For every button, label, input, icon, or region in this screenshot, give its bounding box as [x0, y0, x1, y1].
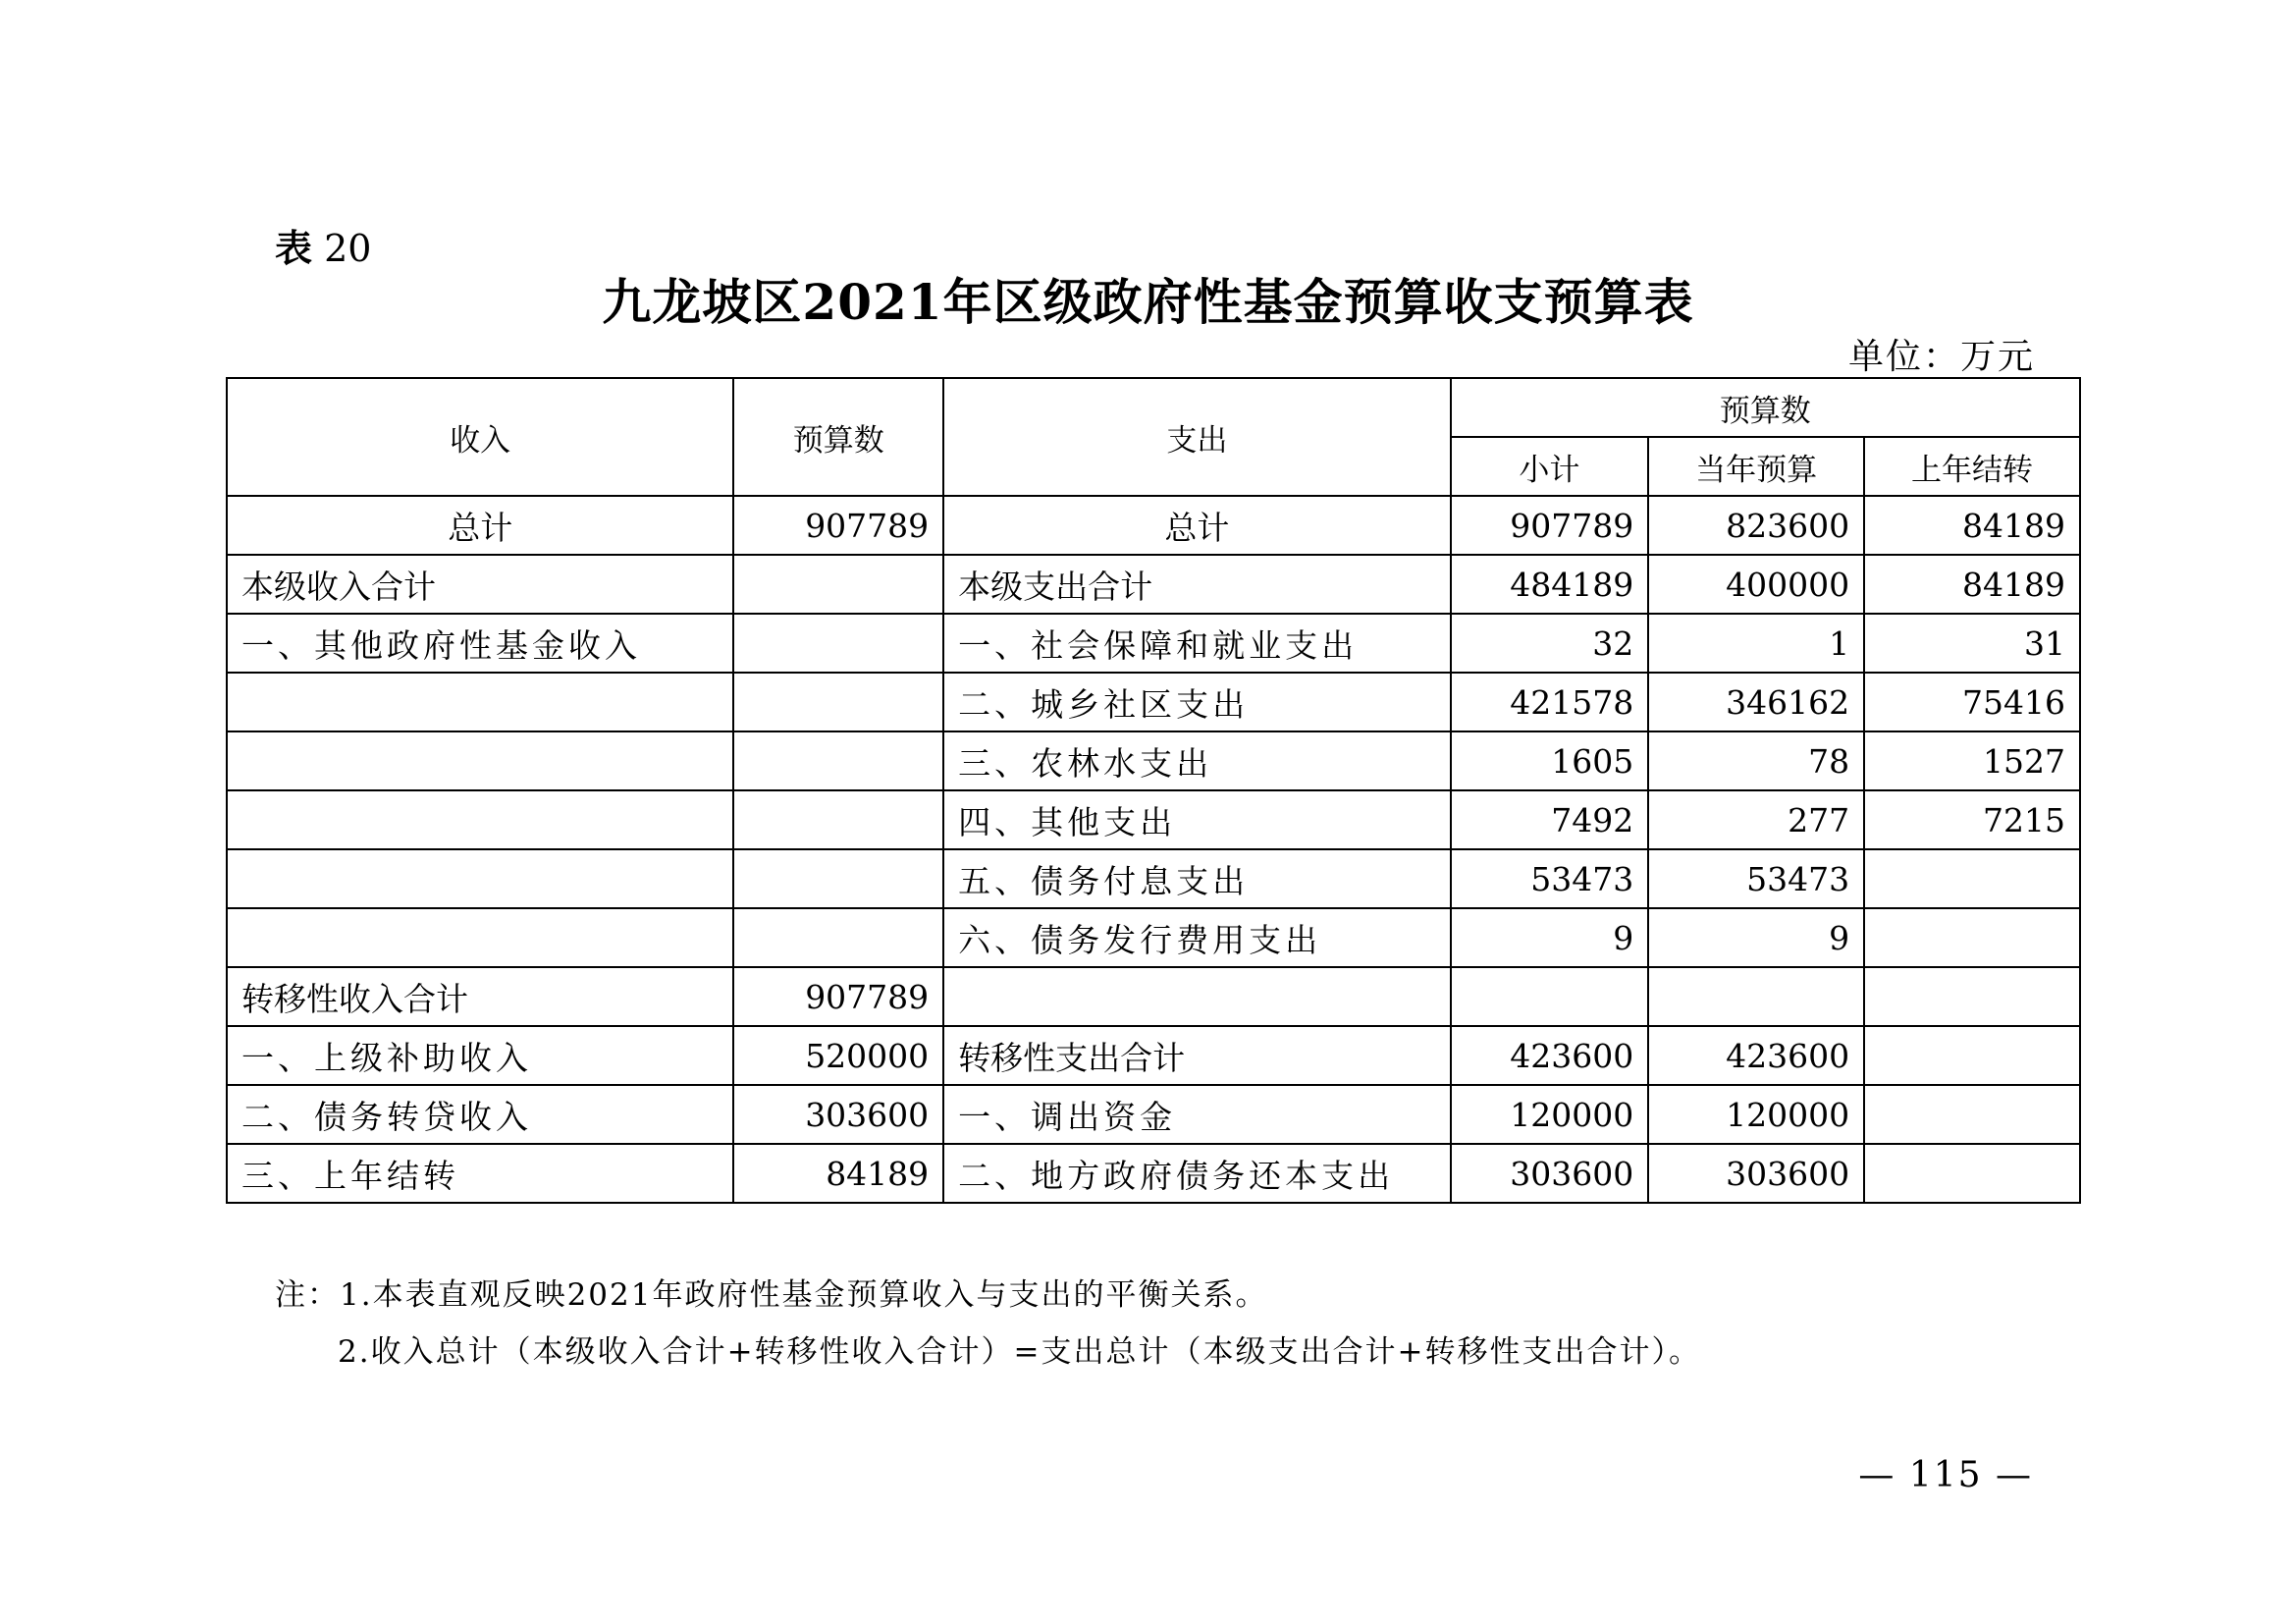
income-value-cell: 907789	[733, 496, 943, 555]
income-cell: 转移性收入合计	[227, 967, 733, 1026]
income-cell	[227, 908, 733, 967]
expense-cell	[943, 967, 1450, 1026]
income-cell: 二、债务转贷收入	[227, 1085, 733, 1144]
current-cell: 346162	[1648, 673, 1864, 731]
carryover-cell	[1864, 908, 2080, 967]
carryover-cell	[1864, 1144, 2080, 1203]
income-cell	[227, 849, 733, 908]
carryover-cell	[1864, 1026, 2080, 1085]
income-cell: 总计	[227, 496, 733, 555]
header-prior-year-carryover: 上年结转	[1864, 437, 2080, 496]
income-value-cell	[733, 614, 943, 673]
income-value-cell	[733, 908, 943, 967]
current-cell: 277	[1648, 790, 1864, 849]
income-value-cell	[733, 673, 943, 731]
expense-cell: 二、城乡社区支出	[943, 673, 1450, 731]
expense-cell: 一、社会保障和就业支出	[943, 614, 1450, 673]
expense-cell: 五、债务付息支出	[943, 849, 1450, 908]
current-cell: 1	[1648, 614, 1864, 673]
table-row	[227, 731, 2080, 790]
table-row	[227, 967, 2080, 1026]
current-cell: 53473	[1648, 849, 1864, 908]
expense-cell: 六、债务发行费用支出	[943, 908, 1450, 967]
income-cell	[227, 673, 733, 731]
expense-cell: 转移性支出合计	[943, 1026, 1450, 1085]
unit-label: 单位：万元	[1847, 337, 2035, 377]
carryover-cell	[1864, 967, 2080, 1026]
header-expense: 支出	[943, 378, 1450, 496]
current-cell: 423600	[1648, 1026, 1864, 1085]
current-cell: 823600	[1648, 496, 1864, 555]
page-number: — 115 —	[1858, 1455, 2033, 1495]
header-subtotal: 小计	[1451, 437, 1649, 496]
income-value-cell: 907789	[733, 967, 943, 1026]
income-cell: 本级收入合计	[227, 555, 733, 614]
carryover-cell: 75416	[1864, 673, 2080, 731]
note-line-2: 2.收入总计（本级收入合计+转移性收入合计）=支出总计（本级支出合计+转移性支出合计）。	[338, 1334, 1701, 1370]
subtotal-cell: 421578	[1451, 673, 1649, 731]
carryover-cell	[1864, 849, 2080, 908]
page-title: 九龙坡区2021年区级政府性基金预算收支预算表	[602, 273, 1694, 331]
expense-cell: 一、调出资金	[943, 1085, 1450, 1144]
income-value-cell: 84189	[733, 1144, 943, 1203]
subtotal-cell: 303600	[1451, 1144, 1649, 1203]
note-line-1: 注：1.本表直观反映2021年政府性基金预算收入与支出的平衡关系。	[275, 1277, 1268, 1313]
subtotal-cell: 1605	[1451, 731, 1649, 790]
carryover-cell: 84189	[1864, 555, 2080, 614]
table-row	[227, 1144, 2080, 1203]
header-income: 收入	[227, 378, 733, 496]
table-row	[227, 1085, 2080, 1144]
subtotal-cell: 484189	[1451, 555, 1649, 614]
income-value-cell	[733, 731, 943, 790]
table-label-prefix: 表	[275, 227, 313, 270]
current-cell	[1648, 967, 1864, 1026]
income-value-cell: 520000	[733, 1026, 943, 1085]
income-value-cell: 303600	[733, 1085, 943, 1144]
table-row	[227, 790, 2080, 849]
carryover-cell: 31	[1864, 614, 2080, 673]
income-cell	[227, 731, 733, 790]
table-notes	[275, 1267, 1701, 1380]
subtotal-cell	[1451, 967, 1649, 1026]
income-value-cell	[733, 849, 943, 908]
expense-cell: 本级支出合计	[943, 555, 1450, 614]
current-cell: 78	[1648, 731, 1864, 790]
subtotal-cell: 120000	[1451, 1085, 1649, 1144]
income-value-cell	[733, 790, 943, 849]
table-row-total	[227, 496, 2080, 555]
header-expense-budget-group: 预算数	[1451, 378, 2080, 437]
table-row	[227, 908, 2080, 967]
subtotal-cell: 9	[1451, 908, 1649, 967]
current-cell: 400000	[1648, 555, 1864, 614]
carryover-cell	[1864, 1085, 2080, 1144]
table-row	[227, 555, 2080, 614]
income-value-cell	[733, 555, 943, 614]
current-cell: 9	[1648, 908, 1864, 967]
table-row	[227, 849, 2080, 908]
expense-cell: 三、农林水支出	[943, 731, 1450, 790]
income-cell: 三、上年结转	[227, 1144, 733, 1203]
header-budget-number: 预算数	[733, 378, 943, 496]
income-cell: 一、其他政府性基金收入	[227, 614, 733, 673]
carryover-cell: 7215	[1864, 790, 2080, 849]
income-cell: 一、上级补助收入	[227, 1026, 733, 1085]
table-row	[227, 673, 2080, 731]
carryover-cell: 84189	[1864, 496, 2080, 555]
expense-cell: 总计	[943, 496, 1450, 555]
table-row	[227, 1026, 2080, 1085]
table-number: 20	[324, 227, 372, 270]
header-current-year: 当年预算	[1648, 437, 1864, 496]
income-cell	[227, 790, 733, 849]
subtotal-cell: 7492	[1451, 790, 1649, 849]
current-cell: 303600	[1648, 1144, 1864, 1203]
expense-cell: 四、其他支出	[943, 790, 1450, 849]
subtotal-cell: 32	[1451, 614, 1649, 673]
subtotal-cell: 53473	[1451, 849, 1649, 908]
subtotal-cell: 907789	[1451, 496, 1649, 555]
table-row	[227, 614, 2080, 673]
budget-table	[226, 377, 2081, 1204]
current-cell: 120000	[1648, 1085, 1864, 1144]
subtotal-cell: 423600	[1451, 1026, 1649, 1085]
expense-cell: 二、地方政府债务还本支出	[943, 1144, 1450, 1203]
carryover-cell: 1527	[1864, 731, 2080, 790]
